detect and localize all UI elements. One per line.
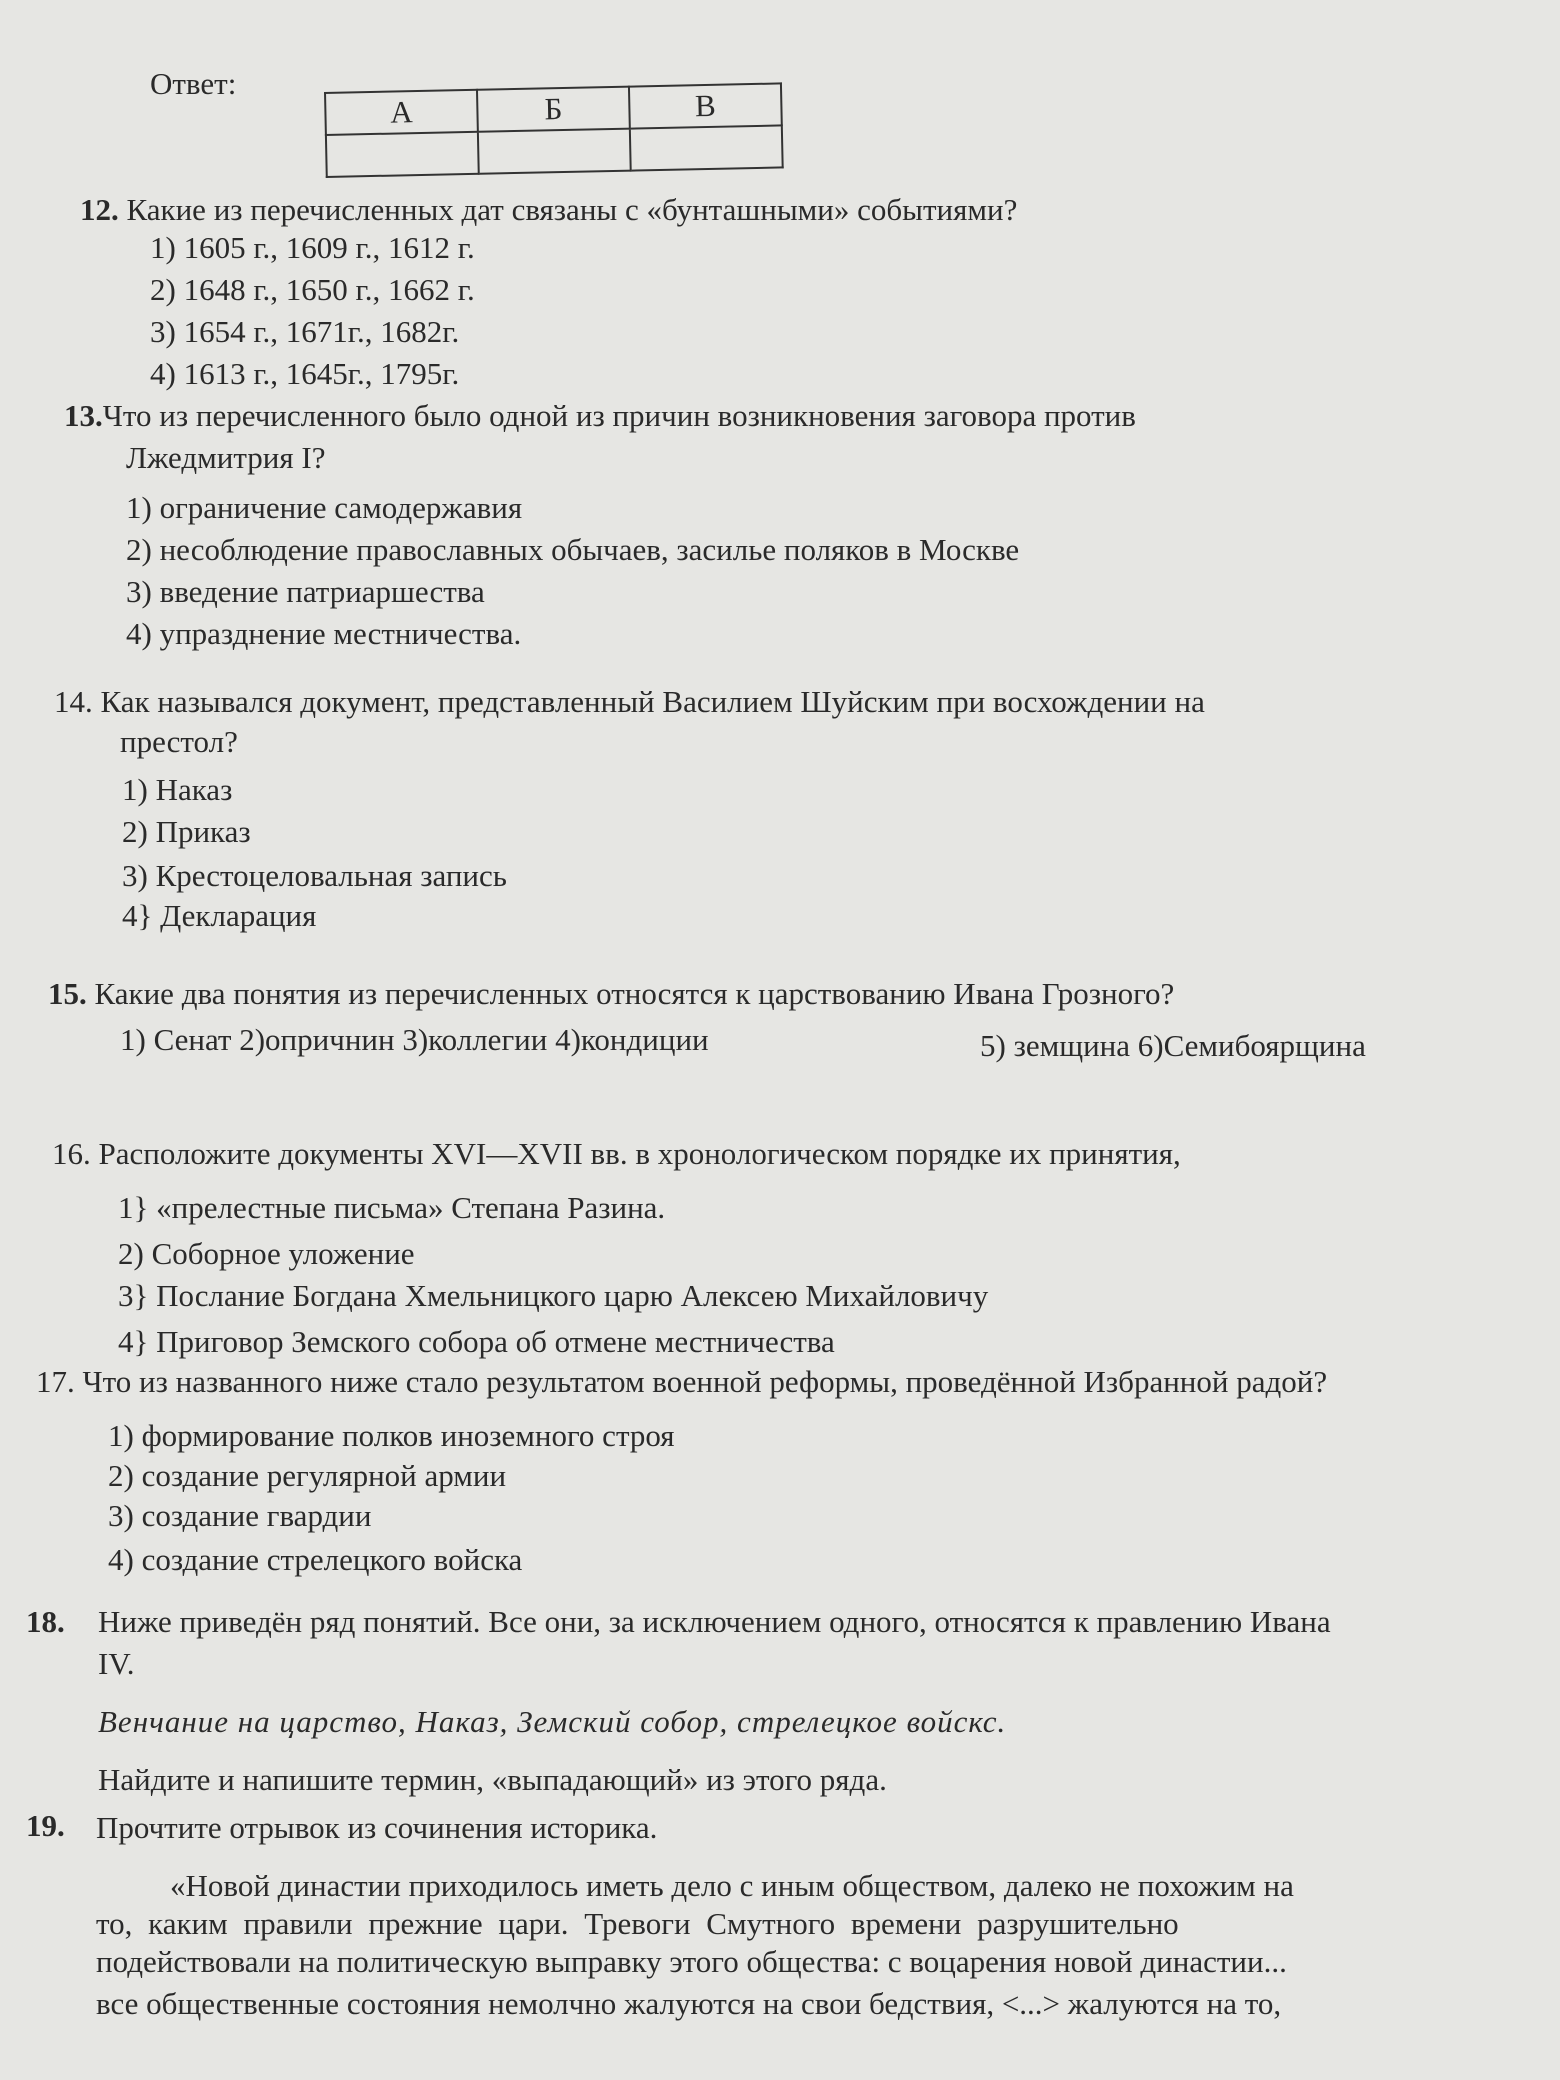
option: 2) Приказ: [122, 814, 251, 849]
question-text-cont: Лжедмитрия I?: [126, 440, 326, 475]
answer-header-b: Б: [477, 87, 630, 132]
question-text: Ниже приведён ряд понятий. Все они, за исключением одного, относятся к правлению Ивана: [98, 1604, 1331, 1639]
question-text: Расположите документы XVI—XVII вв. в хронологическом порядке их принятия,: [98, 1136, 1181, 1171]
question-number: 16.: [52, 1136, 91, 1171]
option: 4) создание стрелецкого войска: [108, 1542, 523, 1577]
option: 3) введение патриаршества: [126, 574, 485, 609]
question-text: Прочтите отрывок из сочинения историка.: [96, 1810, 658, 1845]
task-text: Найдите и напишите термин, «выпадающий» из этого ряда.: [98, 1762, 887, 1797]
answer-cell-v: [630, 125, 783, 170]
question-number: 18.: [26, 1604, 65, 1639]
excerpt-line-3: подействовали на политическую выправку этого общества: с воцарения новой династии...: [96, 1944, 1287, 1979]
question-text: Какие из перечисленных дат связаны с «бунташными» событиями?: [126, 192, 1018, 227]
answer-cell-b: [478, 129, 631, 174]
question-text: Что из названного ниже стало результатом военной реформы, проведённой Избранной радой?: [82, 1364, 1328, 1399]
question-15: [48, 976, 1174, 1012]
excerpt-line-2: то, каким правили прежние цари. Тревоги Смутного времени разрушительно: [96, 1906, 1179, 1941]
question-number: 15.: [48, 976, 87, 1011]
question-number: 19.: [26, 1808, 65, 1843]
option: 2) создание регулярной армии: [108, 1458, 507, 1493]
option: 2) 1648 г., 1650 г., 1662 г.: [150, 272, 475, 307]
option: 1) формирование полков иноземного строя: [108, 1418, 675, 1453]
excerpt-line-4: все общественные состояния немолчно жалуются на свои бедствия, <...> жалуются на то,: [96, 1986, 1282, 2021]
question-number: 12.: [80, 192, 119, 227]
option: 2) Соборное уложение: [118, 1236, 415, 1271]
option: 3) 1654 г., 1671г., 1682г.: [150, 314, 460, 349]
option: 1} «прелестные письма» Степана Разина.: [118, 1190, 666, 1225]
question-text: Как назывался документ, представленный Василием Шуйским при восхождении на: [100, 684, 1205, 719]
option: 1) 1605 г., 1609 г., 1612 г.: [150, 230, 475, 265]
question-number: 14.: [54, 684, 93, 719]
question-12: [80, 192, 1017, 228]
terms-list: Венчание на царство, Наказ, Земский собор, стрелецкое войскс.: [98, 1704, 1007, 1739]
excerpt-line-1: «Новой династии приходилось иметь дело с иным обществом, далеко не похожим на: [170, 1868, 1294, 1903]
question-16: [52, 1136, 1181, 1172]
option: 4) упразднение местничества.: [126, 616, 522, 651]
option: 3) создание гвардии: [108, 1498, 372, 1533]
question-18: [26, 1604, 65, 1640]
option: 3) Крестоцеловальная запись: [122, 858, 507, 893]
question-number: 13.: [64, 398, 103, 433]
option: 1) ограничение самодержавия: [126, 490, 523, 525]
option: 1) Наказ: [122, 772, 233, 807]
question-text-cont: IV.: [98, 1646, 135, 1681]
option: 2) несоблюдение православных обычаев, засилье поляков в Москве: [126, 532, 1020, 567]
question-17: [36, 1364, 1327, 1400]
question-number: 17.: [36, 1364, 75, 1399]
question-13: [64, 398, 1136, 434]
option: 3} Послание Богдана Хмельницкого царю Алексею Михайловичу: [118, 1278, 989, 1313]
question-14: [54, 684, 1205, 720]
option: 4} Декларация: [122, 898, 317, 933]
answer-header-v: В: [629, 83, 782, 128]
question-text: Что из перечисленного было одной из причин возникновения заговора против: [102, 398, 1136, 433]
question-text: Какие два понятия из перечисленных относятся к царствованию Ивана Грозного?: [94, 976, 1175, 1011]
answer-table: [324, 82, 784, 178]
question-text-cont: престол?: [120, 724, 238, 759]
option: 4) 1613 г., 1645г., 1795г.: [150, 356, 460, 391]
option: 4} Приговор Земского собора об отмене местничества: [118, 1324, 835, 1359]
answer-cell-a: [326, 132, 479, 177]
question-19: [26, 1808, 65, 1844]
answer-header-a: А: [325, 90, 478, 135]
answer-label: Ответ:: [150, 66, 237, 101]
options-row-b: 5) земщина 6)Семибоярщина: [980, 1028, 1366, 1063]
options-row-a: 1) Сенат 2)опричнин 3)коллегии 4)кондиции: [120, 1022, 709, 1057]
